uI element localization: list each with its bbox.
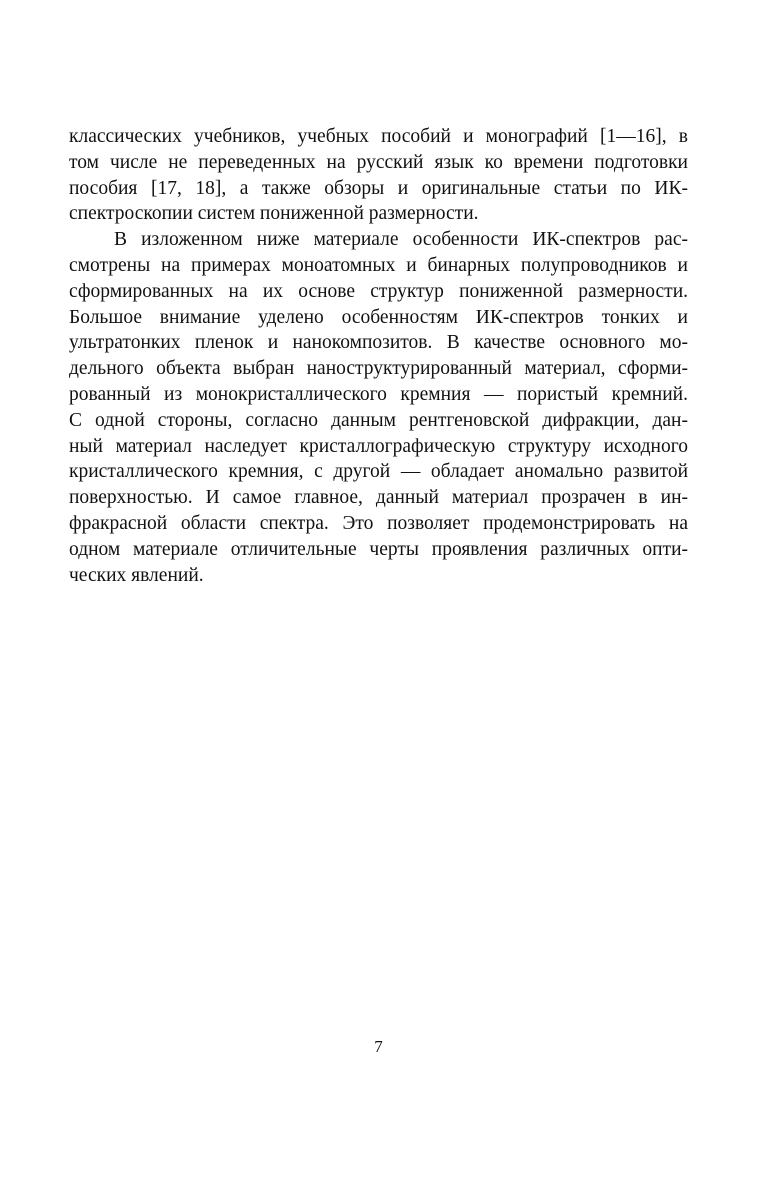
paragraph-1	[69, 124, 688, 227]
text-line: ультратонких пленок и нанокомпозитов. В качестве основного мо-	[69, 332, 688, 354]
text-line: одном материале отличительные черты проявления различных опти-	[69, 538, 688, 560]
body-text	[69, 124, 688, 588]
text-line: дельного объекта выбран наноструктурированный материал, сформи-	[69, 358, 688, 380]
text-line: рованный из монокристаллического кремния — пористый кремний.	[69, 383, 688, 405]
text-line: спектроскопии систем пониженной размерности.	[69, 203, 479, 225]
page-number: 7	[374, 1037, 383, 1056]
text-line: поверхностью. И самое главное, данный материал прозрачен в ин-	[69, 487, 688, 509]
paragraph-2	[69, 227, 688, 588]
text-line: Большое внимание уделено особенностям ИК-спектров тонких и	[69, 306, 688, 328]
text-line: смотрены на примерах моноатомных и бинарных полупроводников и	[69, 254, 688, 276]
text-line: С одной стороны, согласно данным рентгеновской дифракции, дан-	[69, 409, 688, 431]
text-line: В изложенном ниже материале особенности ИК-спектров рас-	[114, 229, 688, 251]
text-line: фракрасной области спектра. Это позволяет продемонстрировать на	[69, 512, 688, 534]
text-line: ный материал наследует кристаллографическую структуру исходного	[69, 435, 688, 457]
text-line: кристаллического кремния, с другой — обладает аномально развитой	[69, 461, 688, 483]
text-line: классических учебников, учебных пособий и монографий [1—16], в	[69, 126, 688, 147]
text-line: том числе не переведенных на русский язык ко времени подготовки	[69, 151, 688, 173]
text-line: сформированных на их основе структур пониженной размерности.	[69, 280, 688, 302]
text-line: ческих явлений.	[69, 564, 204, 586]
text-line: пособия [17, 18], а также обзоры и оригинальные статьи по ИК-	[69, 177, 688, 199]
